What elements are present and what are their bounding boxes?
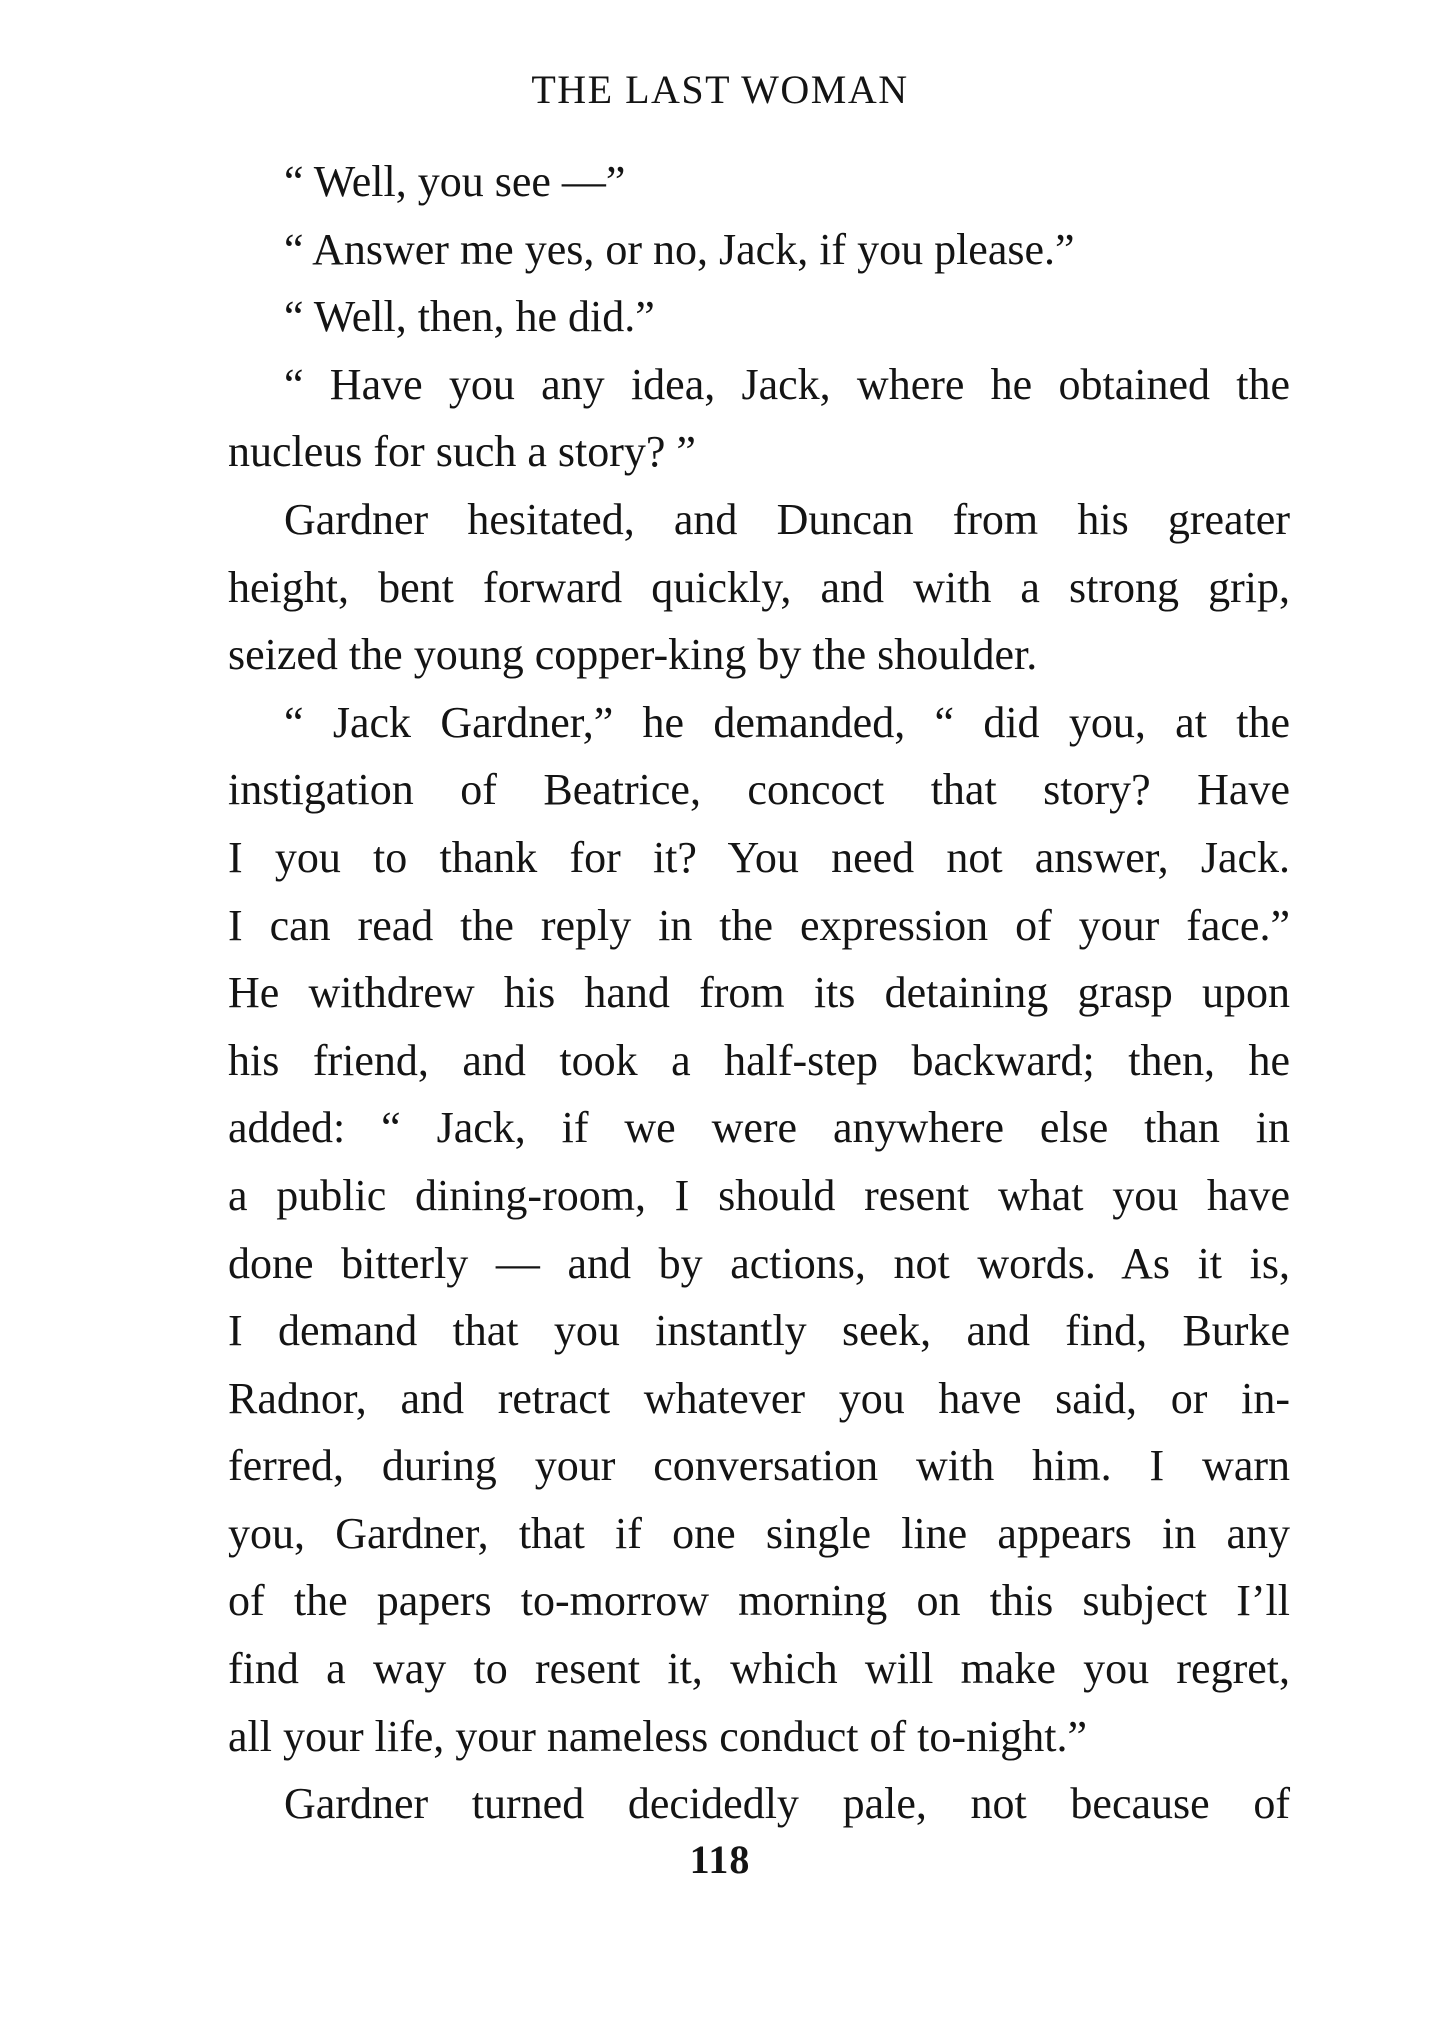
text-line: added: “ Jack, if we were anywhere else than in bbox=[228, 1103, 1290, 1153]
running-head: THE LAST WOMAN bbox=[531, 67, 909, 112]
body-text bbox=[228, 148, 1290, 1838]
text-line: done bitterly — and by actions, not words. As it is, bbox=[228, 1238, 1290, 1288]
text-line: I can read the reply in the expression of your face.” bbox=[228, 900, 1290, 950]
text-line: instigation of Beatrice, concoct that story? Have bbox=[228, 765, 1290, 815]
text-line: “ Answer me yes, or no, Jack, if you please.” bbox=[284, 224, 1075, 274]
text-line: Gardner hesitated, and Duncan from his greater bbox=[284, 494, 1290, 544]
text-line: “ Have you any idea, Jack, where he obtained the bbox=[284, 359, 1290, 409]
text-line: “ Well, you see —” bbox=[284, 157, 626, 206]
text-line: nucleus for such a story? ” bbox=[228, 427, 696, 477]
text-line: ferred, during your conversation with him. I warn bbox=[228, 1441, 1290, 1491]
text-line: a public dining-room, I should resent what you have bbox=[228, 1170, 1290, 1220]
text-line: find a way to resent it, which will make you regret, bbox=[228, 1644, 1290, 1694]
text-line: seized the young copper-king by the shoulder. bbox=[228, 630, 1038, 680]
text-line: you, Gardner, that if one single line appears in any bbox=[228, 1508, 1290, 1558]
text-line: Radnor, and retract whatever you have said, or in- bbox=[228, 1373, 1290, 1423]
text-line: all your life, your nameless conduct of to-night.” bbox=[228, 1711, 1087, 1761]
text-line: “ Well, then, he did.” bbox=[284, 292, 655, 342]
text-line: “ Jack Gardner,” he demanded, “ did you, at the bbox=[284, 697, 1290, 747]
text-line: height, bent forward quickly, and with a strong grip, bbox=[228, 562, 1290, 612]
text-line: his friend, and took a half-step backward; then, he bbox=[228, 1035, 1290, 1085]
text-line: Gardner turned decidedly pale, not because of bbox=[284, 1779, 1290, 1829]
text-line: I demand that you instantly seek, and find, Burke bbox=[228, 1306, 1290, 1356]
text-line: of the papers to-morrow morning on this subject I’ll bbox=[228, 1576, 1290, 1626]
page-number: 118 bbox=[689, 1837, 751, 1882]
text-line: I you to thank for it? You need not answer, Jack. bbox=[228, 832, 1290, 882]
text-line: He withdrew his hand from its detaining grasp upon bbox=[228, 968, 1290, 1018]
